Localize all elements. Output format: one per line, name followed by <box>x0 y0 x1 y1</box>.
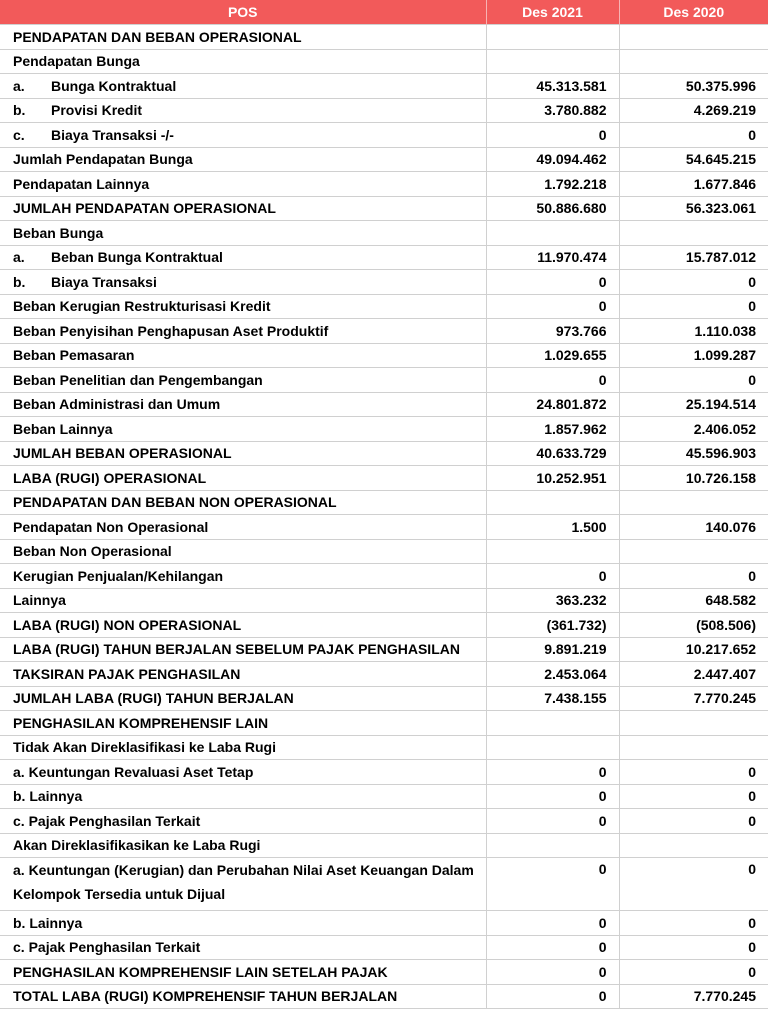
row-label: a. Keuntungan (Kerugian) dan Perubahan Nilai Aset Keuangan Dalam Kelompok Tersedia untuk Dijual <box>13 862 474 902</box>
value-des-2020: 140.076 <box>619 515 768 540</box>
table-row <box>0 270 768 295</box>
row-label: Pendapatan Lainnya <box>13 175 150 192</box>
value-des-2021: 10.252.951 <box>486 466 619 491</box>
value-des-2021 <box>486 539 619 564</box>
value-des-2021: 0 <box>486 858 619 911</box>
value-des-2021: 7.438.155 <box>486 686 619 711</box>
row-label-cell <box>0 319 486 344</box>
value-des-2020 <box>619 711 768 736</box>
row-label-cell <box>0 25 486 50</box>
table-row <box>0 221 768 246</box>
row-prefix: b. <box>13 102 26 119</box>
value-des-2021: 0 <box>486 960 619 985</box>
row-label: Kerugian Penjualan/Kehilangan <box>13 567 224 584</box>
value-des-2021: 2.453.064 <box>486 662 619 687</box>
row-label: Beban Administrasi dan Umum <box>13 396 221 413</box>
table-row <box>0 935 768 960</box>
row-label-cell <box>0 147 486 172</box>
value-des-2021: 1.029.655 <box>486 343 619 368</box>
row-label-cell <box>0 270 486 295</box>
row-label: Biaya Transaksi -/- <box>51 126 174 143</box>
value-des-2020: 1.099.287 <box>619 343 768 368</box>
value-des-2020: 1.110.038 <box>619 319 768 344</box>
table-row <box>0 368 768 393</box>
table-row <box>0 196 768 221</box>
value-des-2021: (361.732) <box>486 613 619 638</box>
value-des-2021: 0 <box>486 564 619 589</box>
row-label-cell <box>0 613 486 638</box>
value-des-2020: 0 <box>619 911 768 936</box>
row-label: LABA (RUGI) OPERASIONAL <box>13 469 207 486</box>
value-des-2021: 3.780.882 <box>486 98 619 123</box>
value-des-2020: 0 <box>619 935 768 960</box>
table-row <box>0 123 768 148</box>
value-des-2021: 0 <box>486 809 619 834</box>
table-header-row <box>0 0 768 25</box>
value-des-2020: 0 <box>619 270 768 295</box>
row-label: TOTAL LABA (RUGI) KOMPREHENSIF TAHUN BERJALAN <box>13 988 398 1005</box>
value-des-2021: 0 <box>486 760 619 785</box>
table-row <box>0 662 768 687</box>
value-des-2021: 1.857.962 <box>486 417 619 442</box>
table-row <box>0 784 768 809</box>
row-label: PENDAPATAN DAN BEBAN OPERASIONAL <box>13 28 302 45</box>
row-label: Bunga Kontraktual <box>51 77 177 94</box>
value-des-2020 <box>619 539 768 564</box>
value-des-2021: 0 <box>486 270 619 295</box>
value-des-2020: 2.406.052 <box>619 417 768 442</box>
value-des-2021: 9.891.219 <box>486 637 619 662</box>
row-label-cell <box>0 784 486 809</box>
row-label: Beban Non Operasional <box>13 543 172 560</box>
value-des-2021 <box>486 833 619 858</box>
header-pos: POS <box>0 0 486 25</box>
row-label-cell <box>0 735 486 760</box>
value-des-2020: 0 <box>619 784 768 809</box>
table-row <box>0 539 768 564</box>
row-label-cell <box>0 343 486 368</box>
value-des-2020 <box>619 221 768 246</box>
value-des-2021: 49.094.462 <box>486 147 619 172</box>
value-des-2020: 648.582 <box>619 588 768 613</box>
value-des-2021: 363.232 <box>486 588 619 613</box>
value-des-2020: 0 <box>619 809 768 834</box>
value-des-2020: 10.217.652 <box>619 637 768 662</box>
table-row <box>0 417 768 442</box>
table-row <box>0 245 768 270</box>
value-des-2020: 10.726.158 <box>619 466 768 491</box>
row-label: Pendapatan Non Operasional <box>13 518 209 535</box>
row-label-cell <box>0 74 486 99</box>
row-label-cell <box>0 539 486 564</box>
table-row <box>0 172 768 197</box>
value-des-2020: 25.194.514 <box>619 392 768 417</box>
header-des-2021: Des 2021 <box>486 0 619 25</box>
row-label: PENDAPATAN DAN BEBAN NON OPERASIONAL <box>13 494 337 511</box>
row-label-cell <box>0 711 486 736</box>
row-label: Jumlah Pendapatan Bunga <box>13 151 193 168</box>
row-prefix: c. <box>13 126 25 143</box>
value-des-2020: 4.269.219 <box>619 98 768 123</box>
row-label-cell <box>0 441 486 466</box>
value-des-2020 <box>619 25 768 50</box>
value-des-2021: 11.970.474 <box>486 245 619 270</box>
table-row <box>0 49 768 74</box>
value-des-2021 <box>486 25 619 50</box>
value-des-2021 <box>486 49 619 74</box>
table-row <box>0 809 768 834</box>
table-row <box>0 98 768 123</box>
row-label: b. Lainnya <box>13 788 83 805</box>
row-label-cell <box>0 417 486 442</box>
row-label: JUMLAH LABA (RUGI) TAHUN BERJALAN <box>13 690 294 707</box>
row-label-cell <box>0 637 486 662</box>
value-des-2021: 0 <box>486 911 619 936</box>
value-des-2020: 0 <box>619 858 768 911</box>
value-des-2021: 50.886.680 <box>486 196 619 221</box>
row-label-cell <box>0 911 486 936</box>
row-label: Beban Pemasaran <box>13 347 135 364</box>
row-prefix: a. <box>13 249 25 266</box>
table-row <box>0 515 768 540</box>
row-label-cell <box>0 564 486 589</box>
value-des-2020: 0 <box>619 960 768 985</box>
value-des-2020: 0 <box>619 123 768 148</box>
table-row <box>0 833 768 858</box>
row-label-cell <box>0 515 486 540</box>
value-des-2021: 40.633.729 <box>486 441 619 466</box>
value-des-2020 <box>619 490 768 515</box>
row-prefix: b. <box>13 273 26 290</box>
value-des-2021: 1.500 <box>486 515 619 540</box>
row-label-cell <box>0 858 486 911</box>
table-row <box>0 960 768 985</box>
row-label-cell <box>0 123 486 148</box>
row-label: c. Pajak Penghasilan Terkait <box>13 812 201 829</box>
row-label-cell <box>0 49 486 74</box>
table-row <box>0 74 768 99</box>
value-des-2020: 1.677.846 <box>619 172 768 197</box>
table-row <box>0 984 768 1009</box>
row-label: JUMLAH BEBAN OPERASIONAL <box>13 445 232 462</box>
value-des-2020: 0 <box>619 760 768 785</box>
value-des-2021: 0 <box>486 935 619 960</box>
value-des-2020 <box>619 833 768 858</box>
table-body <box>0 25 768 1009</box>
table-row <box>0 858 768 911</box>
table-row <box>0 441 768 466</box>
row-label: Beban Penyisihan Penghapusan Aset Produktif <box>13 322 329 339</box>
value-des-2021 <box>486 221 619 246</box>
table-row <box>0 911 768 936</box>
row-label-cell <box>0 392 486 417</box>
value-des-2020: 56.323.061 <box>619 196 768 221</box>
value-des-2020: 0 <box>619 368 768 393</box>
value-des-2021 <box>486 735 619 760</box>
row-label: Akan Direklasifikasikan ke Laba Rugi <box>13 837 261 854</box>
header-des-2020: Des 2020 <box>619 0 768 25</box>
row-label-cell <box>0 368 486 393</box>
table-row <box>0 392 768 417</box>
row-label: PENGHASILAN KOMPREHENSIF LAIN SETELAH PAJAK <box>13 963 388 980</box>
value-des-2021: 1.792.218 <box>486 172 619 197</box>
row-label-cell <box>0 809 486 834</box>
value-des-2020: 0 <box>619 564 768 589</box>
table-row <box>0 147 768 172</box>
table-row <box>0 686 768 711</box>
row-label-cell <box>0 984 486 1009</box>
row-label: LABA (RUGI) TAHUN BERJALAN SEBELUM PAJAK PENGHASILAN <box>13 641 460 658</box>
table-row <box>0 466 768 491</box>
value-des-2021 <box>486 711 619 736</box>
row-label: PENGHASILAN KOMPREHENSIF LAIN <box>13 714 269 731</box>
row-label: Provisi Kredit <box>51 102 143 119</box>
table-row <box>0 25 768 50</box>
value-des-2020: 45.596.903 <box>619 441 768 466</box>
table-row <box>0 613 768 638</box>
table-row <box>0 711 768 736</box>
row-label: c. Pajak Penghasilan Terkait <box>13 939 201 956</box>
value-des-2020: 2.447.407 <box>619 662 768 687</box>
value-des-2020: 54.645.215 <box>619 147 768 172</box>
row-label-cell <box>0 196 486 221</box>
row-label: a. Keuntungan Revaluasi Aset Tetap <box>13 763 254 780</box>
value-des-2020: 7.770.245 <box>619 984 768 1009</box>
row-label-cell <box>0 833 486 858</box>
row-label-cell <box>0 588 486 613</box>
table-row <box>0 637 768 662</box>
value-des-2021: 0 <box>486 784 619 809</box>
value-des-2021: 0 <box>486 984 619 1009</box>
value-des-2021: 0 <box>486 294 619 319</box>
row-label-cell <box>0 686 486 711</box>
row-prefix: a. <box>13 77 25 94</box>
row-label: Lainnya <box>13 592 66 609</box>
row-label-cell <box>0 466 486 491</box>
row-label-cell <box>0 935 486 960</box>
row-label-cell <box>0 245 486 270</box>
table-row <box>0 588 768 613</box>
row-label-cell <box>0 172 486 197</box>
value-des-2021: 0 <box>486 368 619 393</box>
table-row <box>0 735 768 760</box>
value-des-2021: 45.313.581 <box>486 74 619 99</box>
value-des-2020: 7.770.245 <box>619 686 768 711</box>
value-des-2020 <box>619 735 768 760</box>
row-label: Pendapatan Bunga <box>13 53 140 70</box>
table-row <box>0 319 768 344</box>
row-label: Beban Kerugian Restrukturisasi Kredit <box>13 298 271 315</box>
row-label: JUMLAH PENDAPATAN OPERASIONAL <box>13 200 276 217</box>
value-des-2020: 50.375.996 <box>619 74 768 99</box>
row-label-cell <box>0 294 486 319</box>
row-label-cell <box>0 221 486 246</box>
value-des-2020: 0 <box>619 294 768 319</box>
table-row <box>0 564 768 589</box>
table-row <box>0 343 768 368</box>
table-row <box>0 760 768 785</box>
row-label: TAKSIRAN PAJAK PENGHASILAN <box>13 665 241 682</box>
row-label: LABA (RUGI) NON OPERASIONAL <box>13 616 242 633</box>
table-row <box>0 490 768 515</box>
value-des-2021: 0 <box>486 123 619 148</box>
value-des-2021 <box>486 490 619 515</box>
row-label: Beban Bunga Kontraktual <box>51 249 223 266</box>
row-label: Beban Bunga <box>13 224 104 241</box>
row-label-cell <box>0 98 486 123</box>
row-label: Beban Lainnya <box>13 420 113 437</box>
row-label-cell <box>0 760 486 785</box>
row-label-cell <box>0 662 486 687</box>
value-des-2021: 973.766 <box>486 319 619 344</box>
value-des-2020: (508.506) <box>619 613 768 638</box>
row-label-cell <box>0 490 486 515</box>
row-label-cell <box>0 960 486 985</box>
row-label: Biaya Transaksi <box>51 273 157 290</box>
row-label: b. Lainnya <box>13 914 83 931</box>
row-label: Beban Penelitian dan Pengembangan <box>13 371 263 388</box>
table-row <box>0 294 768 319</box>
row-label: Tidak Akan Direklasifikasi ke Laba Rugi <box>13 739 276 756</box>
value-des-2020 <box>619 49 768 74</box>
value-des-2020: 15.787.012 <box>619 245 768 270</box>
value-des-2021: 24.801.872 <box>486 392 619 417</box>
